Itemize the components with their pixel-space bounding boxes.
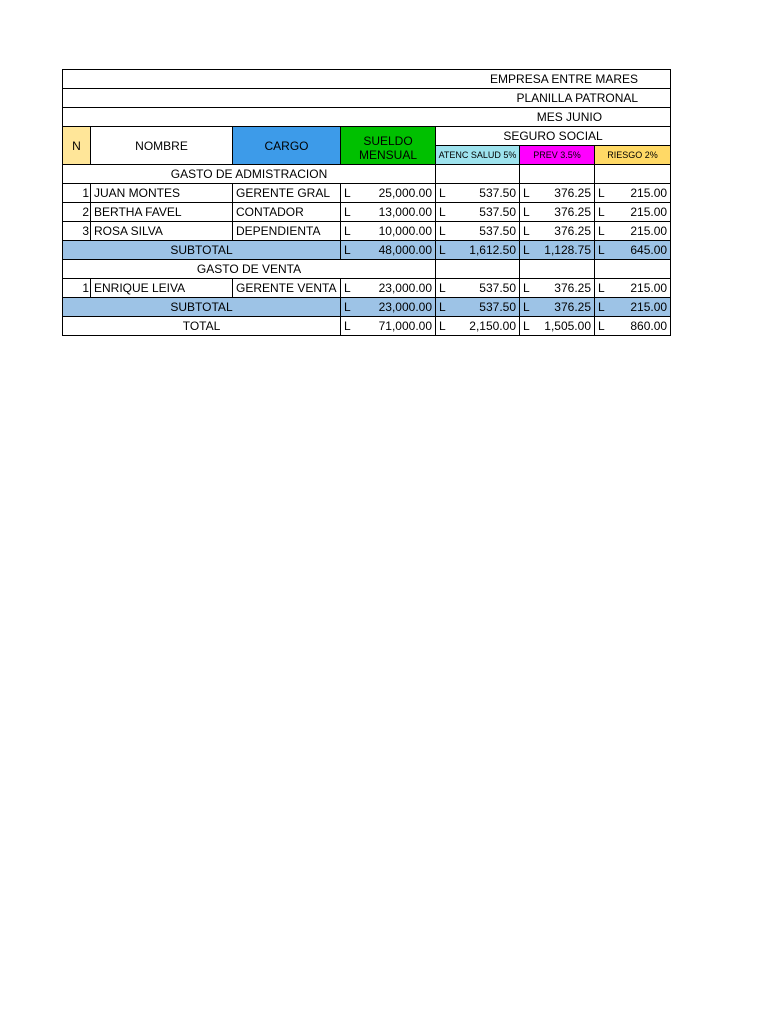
- sueldo-cell: [341, 184, 436, 203]
- row-number: 2: [63, 203, 91, 222]
- prev-cell-value: 376.25: [554, 186, 591, 200]
- employee-name: ENRIQUE LEIVA: [91, 279, 233, 298]
- sueldo-cell: [341, 222, 436, 241]
- total-riesgo: [595, 317, 671, 336]
- employee-cargo: CONTADOR: [233, 203, 341, 222]
- sueldo-cell-value: 23,000.00: [378, 281, 432, 295]
- currency-symbol: L: [598, 243, 605, 257]
- riesgo-cell-value: 215.00: [630, 224, 668, 238]
- total-row: [63, 317, 671, 336]
- total-sueldo: [341, 317, 436, 336]
- subtotal-sueldo-value: 48,000.00: [378, 243, 432, 257]
- subtotal-riesgo-value: 215.00: [630, 300, 668, 314]
- currency-symbol: L: [523, 243, 530, 257]
- currency-symbol: L: [344, 300, 351, 314]
- currency-symbol: L: [523, 224, 530, 238]
- currency-symbol: L: [439, 205, 446, 219]
- employee-name: BERTHA FAVEL: [91, 203, 233, 222]
- currency-symbol: L: [439, 281, 446, 295]
- salud-cell: [436, 222, 520, 241]
- salud-cell-value: 537.50: [479, 281, 516, 295]
- sueldo-cell: [341, 279, 436, 298]
- riesgo-cell: [595, 279, 671, 298]
- header-cargo: CARGO: [233, 127, 341, 165]
- sueldo-cell-value: 25,000.00: [378, 186, 432, 200]
- total-sueldo-value: 71,000.00: [378, 319, 432, 333]
- table-row: [63, 203, 671, 222]
- currency-symbol: L: [598, 300, 605, 314]
- subtotal-label: SUBTOTAL: [63, 241, 341, 260]
- currency-symbol: L: [439, 300, 446, 314]
- riesgo-cell-value: 215.00: [630, 281, 668, 295]
- prev-cell: [520, 203, 595, 222]
- prev-cell: [520, 222, 595, 241]
- currency-symbol: L: [439, 186, 446, 200]
- header-nombre: NOMBRE: [91, 127, 233, 165]
- subtotal-salud-value: 537.50: [479, 300, 516, 314]
- subtotal-sueldo-value: 23,000.00: [378, 300, 432, 314]
- riesgo-cell: [595, 184, 671, 203]
- prev-cell: [520, 184, 595, 203]
- subtotal-riesgo: [595, 298, 671, 317]
- currency-symbol: L: [598, 319, 605, 333]
- riesgo-cell-value: 215.00: [630, 205, 668, 219]
- salud-cell-value: 537.50: [479, 186, 516, 200]
- total-prev-value: 1,505.00: [544, 319, 591, 333]
- total-label: TOTAL: [63, 317, 341, 336]
- table-row: [63, 279, 671, 298]
- currency-symbol: L: [344, 186, 351, 200]
- company-name: EMPRESA ENTRE MARES: [63, 70, 671, 89]
- section-title: GASTO DE ADMISTRACION: [63, 165, 436, 184]
- subtotal-prev: [520, 298, 595, 317]
- currency-symbol: L: [344, 243, 351, 257]
- table-row: [63, 184, 671, 203]
- section-header-row: [63, 260, 671, 279]
- subtotal-prev: [520, 241, 595, 260]
- subtotal-salud: [436, 241, 520, 260]
- header-atenc-salud: ATENC SALUD 5%: [436, 146, 520, 165]
- total-salud: [436, 317, 520, 336]
- prev-cell-value: 376.25: [554, 205, 591, 219]
- currency-symbol: L: [523, 186, 530, 200]
- header-n: N: [63, 127, 91, 165]
- currency-symbol: L: [523, 281, 530, 295]
- subtotal-label: SUBTOTAL: [63, 298, 341, 317]
- row-number: 3: [63, 222, 91, 241]
- currency-symbol: L: [598, 224, 605, 238]
- sueldo-cell-value: 10,000.00: [378, 224, 432, 238]
- salud-cell-value: 537.50: [479, 224, 516, 238]
- report-title: PLANILLA PATRONAL: [63, 89, 671, 108]
- section-title: GASTO DE VENTA: [63, 260, 436, 279]
- header-sueldo: SUELDO MENSUAL: [341, 127, 436, 165]
- subtotal-row: [63, 298, 671, 317]
- employee-cargo: DEPENDIENTA: [233, 222, 341, 241]
- table-row: [63, 222, 671, 241]
- currency-symbol: L: [523, 300, 530, 314]
- row-number: 1: [63, 184, 91, 203]
- section-header-row: [63, 165, 671, 184]
- employee-name: ROSA SILVA: [91, 222, 233, 241]
- riesgo-cell: [595, 222, 671, 241]
- subtotal-sueldo: [341, 298, 436, 317]
- subtotal-prev-value: 1,128.75: [544, 243, 591, 257]
- currency-symbol: L: [439, 224, 446, 238]
- currency-symbol: L: [439, 319, 446, 333]
- salud-cell: [436, 184, 520, 203]
- total-prev: [520, 317, 595, 336]
- subtotal-sueldo: [341, 241, 436, 260]
- prev-cell-value: 376.25: [554, 224, 591, 238]
- currency-symbol: L: [523, 205, 530, 219]
- total-salud-value: 2,150.00: [469, 319, 516, 333]
- salud-cell-value: 537.50: [479, 205, 516, 219]
- currency-symbol: L: [344, 281, 351, 295]
- sueldo-cell: [341, 203, 436, 222]
- header-prev: PREV 3.5%: [520, 146, 595, 165]
- employee-name: JUAN MONTES: [91, 184, 233, 203]
- row-number: 1: [63, 279, 91, 298]
- subtotal-salud: [436, 298, 520, 317]
- currency-symbol: L: [344, 319, 351, 333]
- subtotal-prev-value: 376.25: [554, 300, 591, 314]
- subtotal-riesgo-value: 645.00: [630, 243, 668, 257]
- currency-symbol: L: [598, 205, 605, 219]
- salud-cell: [436, 279, 520, 298]
- currency-symbol: L: [344, 224, 351, 238]
- salud-cell: [436, 203, 520, 222]
- header-riesgo: RIESGO 2%: [595, 146, 671, 165]
- currency-symbol: L: [344, 205, 351, 219]
- subtotal-riesgo: [595, 241, 671, 260]
- subtotal-row: [63, 241, 671, 260]
- employee-cargo: GERENTE VENTA: [233, 279, 341, 298]
- payroll-table: [62, 69, 671, 336]
- currency-symbol: L: [598, 281, 605, 295]
- total-riesgo-value: 860.00: [630, 319, 668, 333]
- report-month: MES JUNIO: [63, 108, 671, 127]
- currency-symbol: L: [439, 243, 446, 257]
- employee-cargo: GERENTE GRAL: [233, 184, 341, 203]
- riesgo-cell: [595, 203, 671, 222]
- currency-symbol: L: [523, 319, 530, 333]
- subtotal-salud-value: 1,612.50: [469, 243, 516, 257]
- prev-cell: [520, 279, 595, 298]
- riesgo-cell-value: 215.00: [630, 186, 668, 200]
- currency-symbol: L: [598, 186, 605, 200]
- sueldo-cell-value: 13,000.00: [378, 205, 432, 219]
- prev-cell-value: 376.25: [554, 281, 591, 295]
- header-seguro-social: SEGURO SOCIAL: [436, 127, 671, 146]
